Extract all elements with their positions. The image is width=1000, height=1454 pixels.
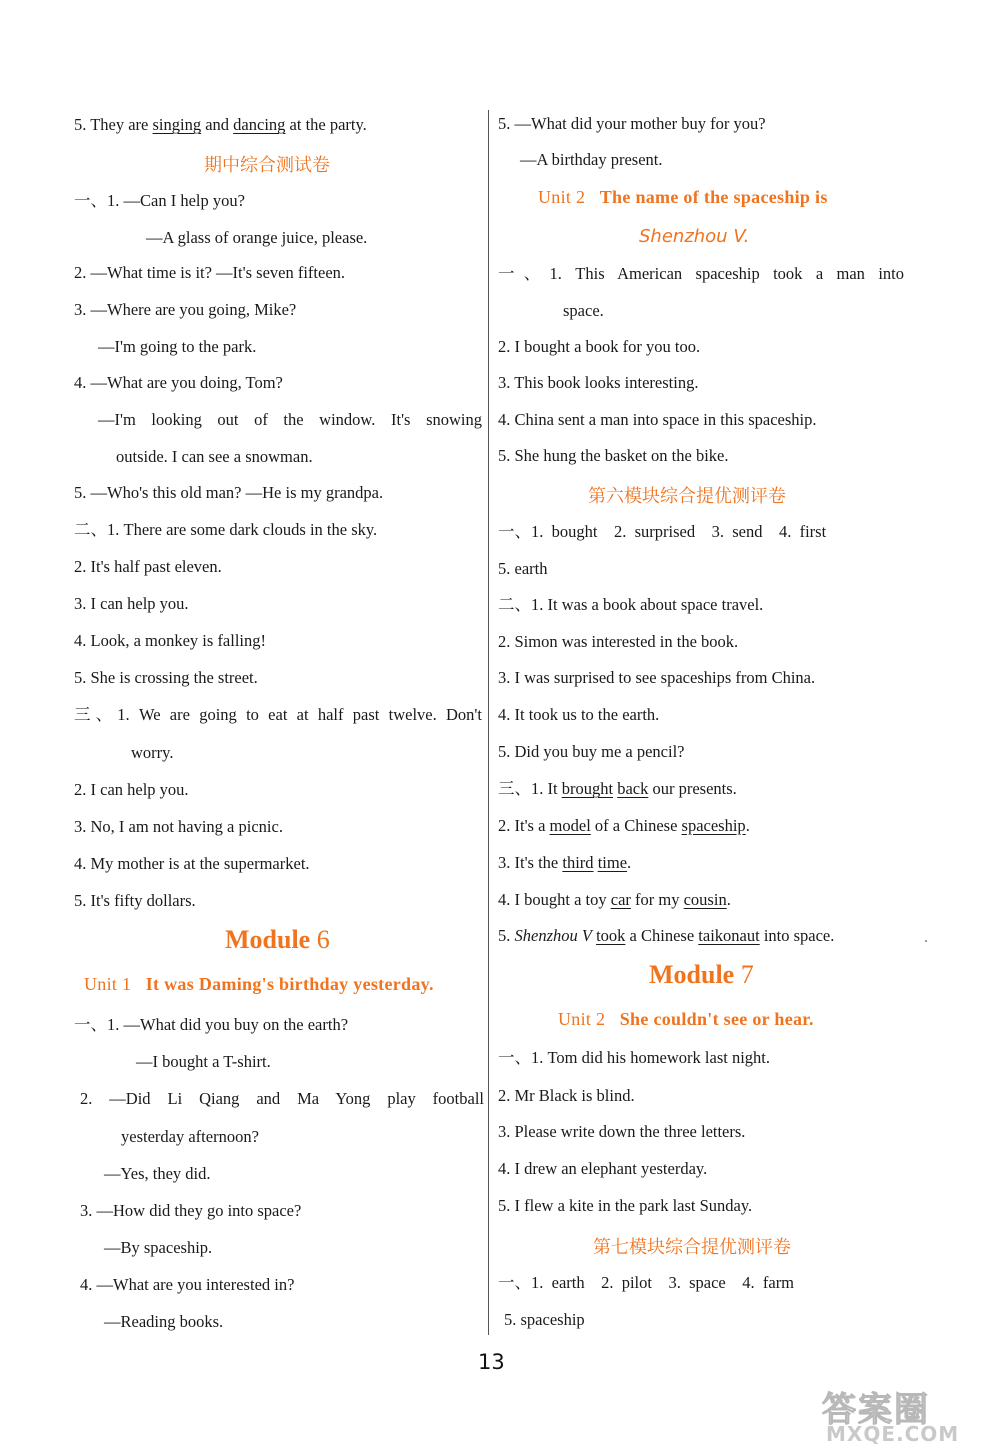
answer-line: 2. —What time is it? —It's seven fifteen. — [74, 263, 346, 282]
answer-line: 3. I was surprised to see spaceships from China. — [498, 668, 816, 687]
answer-line: outside. I can see a snowman. — [116, 447, 313, 466]
answer-line: 2. It's half past eleven. — [74, 557, 222, 576]
underlined-word: took — [596, 926, 626, 945]
section-heading: 第六模块综合提优测评卷 — [588, 486, 786, 507]
answer-line: —I'm looking out of the window. It's snowing — [98, 410, 482, 429]
underlined-word: model — [549, 816, 591, 835]
answer-line: —Yes, they did. — [104, 1164, 211, 1183]
answer-line: 4. —What are you doing, Tom? — [74, 373, 283, 392]
answer-line: 3. This book looks interesting. — [498, 373, 699, 392]
answer-line: 5. I flew a kite in the park last Sunday. — [498, 1196, 753, 1215]
watermark-url-text: MXQE.COM — [826, 1422, 960, 1446]
answer-line: 4. My mother is at the supermarket. — [74, 854, 310, 873]
answer-line: 5. They are singing and dancing at the party. — [74, 115, 367, 134]
answer-line: 5. spaceship — [504, 1310, 585, 1329]
answer-line: space. — [563, 301, 604, 320]
underlined-word: car — [610, 890, 631, 909]
unit-heading-continued: Shenzhou V. — [639, 226, 750, 247]
answer-line: 3. Please write down the three letters. — [498, 1122, 746, 1141]
page-number: 13 — [478, 1350, 505, 1374]
unit-heading: Unit 2 The name of the spaceship is — [538, 187, 828, 207]
answer-line: 5. She hung the basket on the bike. — [498, 446, 729, 465]
section-heading: 第七模块综合提优测评卷 — [593, 1237, 791, 1258]
answer-line: —Reading books. — [104, 1312, 224, 1331]
section-heading: 期中综合测试卷 — [204, 155, 330, 176]
answer-line: 二、1. It was a book about space travel. — [498, 595, 764, 614]
underlined-word: brought — [561, 779, 614, 798]
underlined-word: time — [597, 853, 628, 872]
answer-line: 5. earth — [498, 559, 548, 578]
answer-line: 一、1. Tom did his homework last night. — [498, 1048, 771, 1067]
print-speck — [925, 940, 927, 942]
answer-line: —I bought a T-shirt. — [136, 1052, 271, 1071]
answer-line: 2. I bought a book for you too. — [498, 337, 701, 356]
answer-line: 2. Mr Black is blind. — [498, 1086, 635, 1105]
answer-line: 一、1. earth 2. pilot 3. space 4. farm — [498, 1273, 795, 1292]
answer-line: 一、1. This American spaceship took a man into — [498, 264, 904, 283]
answer-line: —I'm going to the park. — [98, 337, 257, 356]
answer-line: 4. China sent a man into space in this spaceship. — [498, 410, 817, 429]
answer-line: —A birthday present. — [520, 150, 663, 169]
answer-line: 4. I bought a toy car for my cousin. — [498, 890, 731, 909]
underlined-word: spaceship — [681, 816, 746, 835]
watermark-top-text: 答案圈 — [822, 1390, 930, 1430]
module-heading: Module 6 — [225, 925, 330, 954]
answer-line: 3. —Where are you going, Mike? — [74, 300, 297, 319]
answer-line: 5. Did you buy me a pencil? — [498, 742, 685, 761]
answer-line: 4. Look, a monkey is falling! — [74, 631, 267, 650]
answer-line: 2. —Did Li Qiang and Ma Yong play football — [80, 1089, 484, 1108]
answer-line: yesterday afternoon? — [121, 1127, 259, 1146]
answer-line: 一、1. —What did you buy on the earth? — [74, 1015, 349, 1034]
unit-heading: Unit 1 It was Daming's birthday yesterday. — [84, 974, 434, 994]
answer-line: worry. — [131, 743, 174, 762]
answer-line: —By spaceship. — [104, 1238, 213, 1257]
underlined-word: cousin — [683, 890, 727, 909]
answer-line: 5. She is crossing the street. — [74, 668, 258, 687]
answer-line: 5. —Who's this old man? —He is my grandpa. — [74, 483, 384, 502]
answer-line: 4. —What are you interested in? — [80, 1275, 295, 1294]
answer-line: 3. I can help you. — [74, 594, 189, 613]
answer-line: 3. —How did they go into space? — [80, 1201, 302, 1220]
underlined-word: singing — [152, 115, 202, 134]
answer-line: 3. No, I am not having a picnic. — [74, 817, 283, 836]
answer-line: 二、1. There are some dark clouds in the sky. — [74, 520, 378, 539]
italic-name: Shenzhou V — [514, 926, 592, 945]
answer-line: 一、1. bought 2. surprised 3. send 4. first — [498, 522, 827, 541]
answer-line: 2. I can help you. — [74, 780, 189, 799]
column-divider — [488, 110, 489, 1335]
answer-line: 三、1. It brought back our presents. — [498, 779, 737, 798]
answer-line: 4. I drew an elephant yesterday. — [498, 1159, 708, 1178]
answer-line: 5. Shenzhou V took a Chinese taikonaut into space. — [498, 926, 835, 945]
answer-line: 三、1. We are going to eat at half past twelve. Don't — [74, 705, 482, 724]
underlined-word: taikonaut — [698, 926, 760, 945]
answer-line: 2. It's a model of a Chinese spaceship. — [498, 816, 750, 835]
answer-line: 一、1. —Can I help you? — [74, 191, 245, 210]
underlined-word: dancing — [233, 115, 286, 134]
answer-line: 5. It's fifty dollars. — [74, 891, 196, 910]
answer-line: 4. It took us to the earth. — [498, 705, 660, 724]
answer-line: —A glass of orange juice, please. — [146, 228, 368, 247]
answer-line: 2. Simon was interested in the book. — [498, 632, 739, 651]
underlined-word: third — [562, 853, 594, 872]
watermark-logo — [818, 1382, 990, 1446]
answer-line: 5. —What did your mother buy for you? — [498, 114, 766, 133]
module-heading: Module 7 — [649, 960, 754, 989]
underlined-word: back — [617, 779, 649, 798]
answer-line: 3. It's the third time. — [498, 853, 632, 872]
unit-heading: Unit 2 She couldn't see or hear. — [558, 1009, 814, 1029]
